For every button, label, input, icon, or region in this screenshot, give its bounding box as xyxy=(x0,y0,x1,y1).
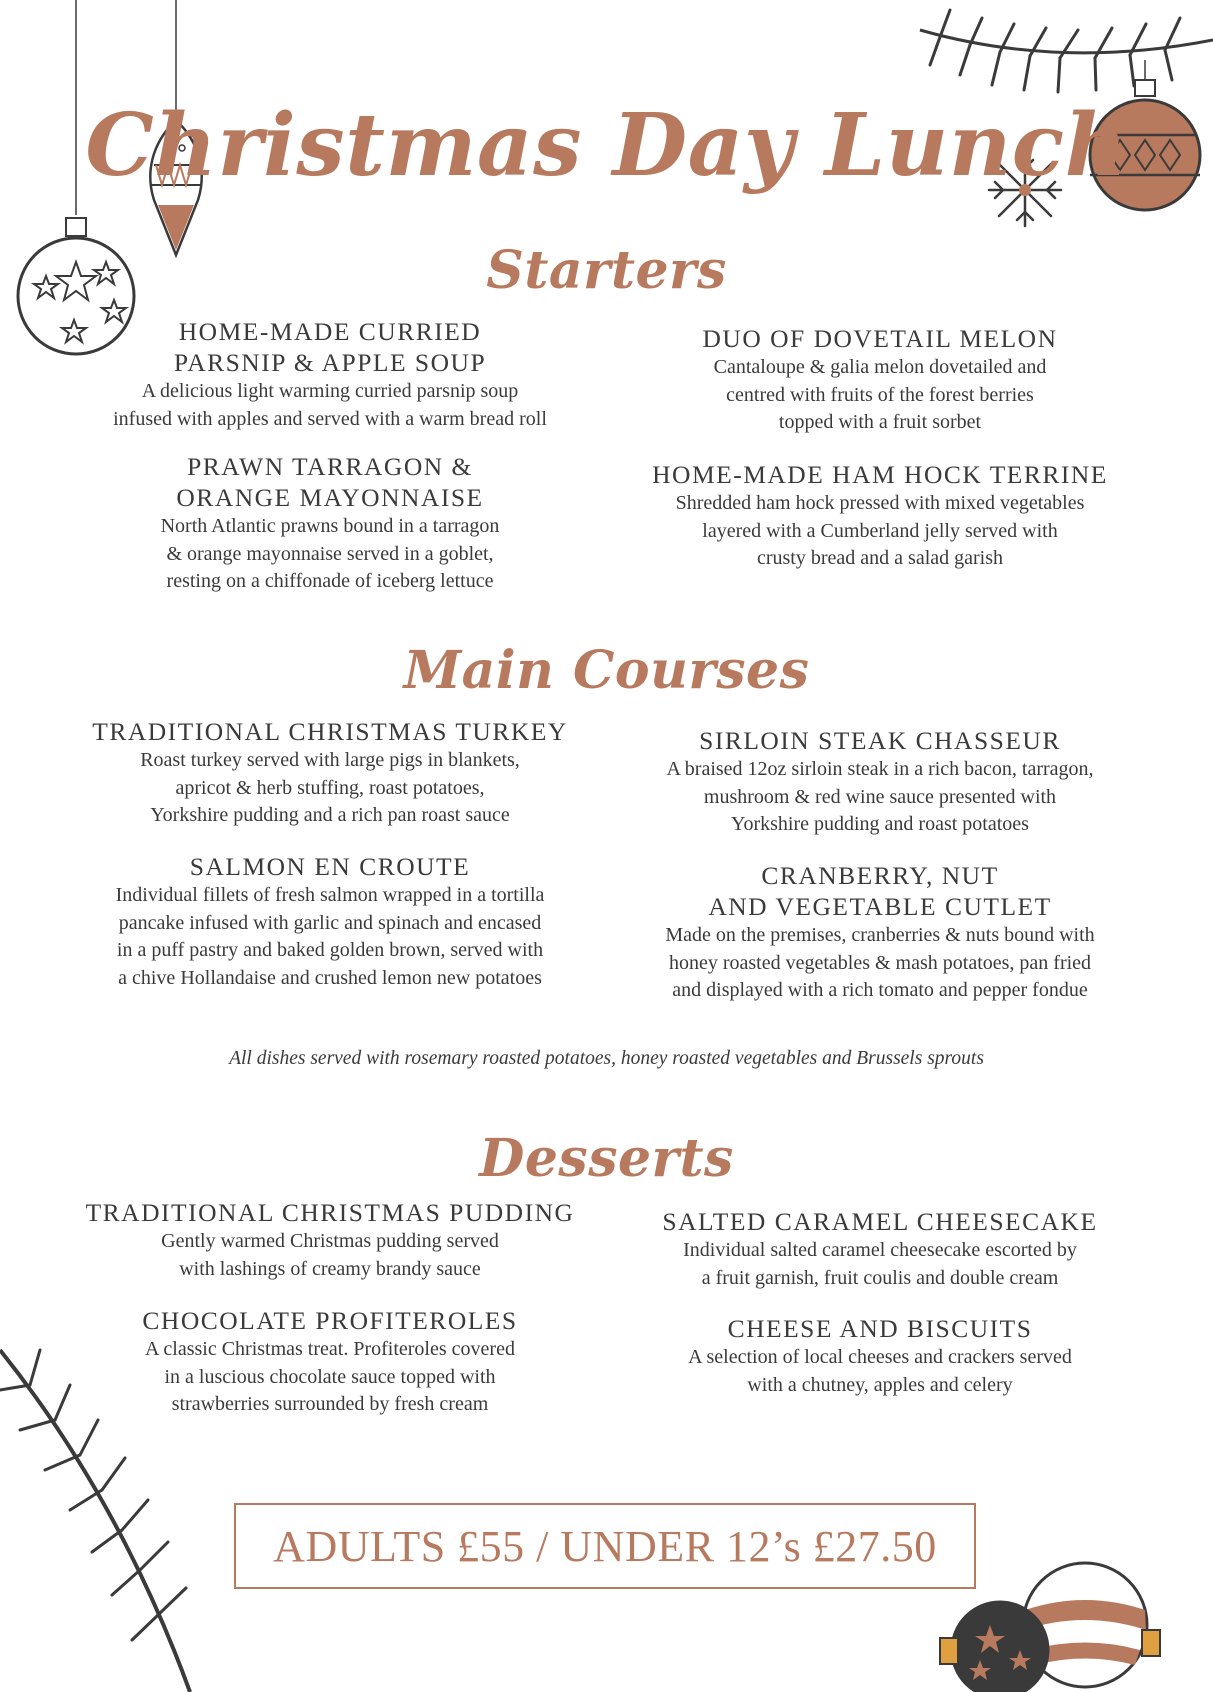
menu-item xyxy=(610,1313,1150,1399)
menu-item-description: Made on the premises, cranberries & nuts bound with honey roasted vegetables & mash potatoes, pan fried and displayed with a rich tomato and pepper fondue xyxy=(665,924,1095,1001)
menu-item-name: CHOCOLATE PROFITEROLES xyxy=(142,1306,518,1335)
menu-item-name: TRADITIONAL CHRISTMAS TURKEY xyxy=(92,717,568,746)
section-heading-main-courses: Main Courses xyxy=(403,640,810,701)
menu-item-name: DUO OF DOVETAIL MELON xyxy=(702,324,1058,353)
price-text: ADULTS £55 / UNDER 12’s £27.50 xyxy=(273,1521,937,1571)
menu-item xyxy=(60,451,600,596)
menu-item xyxy=(60,851,600,992)
menu-item-name: CRANBERRY, NUT AND VEGETABLE CUTLET xyxy=(708,861,1052,921)
menu-item-name: PRAWN TARRAGON & ORANGE MAYONNAISE xyxy=(176,452,484,512)
menu-item-description: Shredded ham hock pressed with mixed vegetables layered with a Cumberland jelly served with crusty bread and a salad garish xyxy=(675,492,1085,569)
menu-item-description: A braised 12oz sirloin steak in a rich bacon, tarragon, mushroom & red wine sauce presented with Yorkshire pudding and roast potatoes xyxy=(666,758,1094,835)
menu-item-description: North Atlantic prawns bound in a tarragon & orange mayonnaise served in a goblet, resting on a chiffonade of iceberg lettuce xyxy=(160,515,500,592)
menu-item xyxy=(60,1197,600,1283)
menu-item xyxy=(60,1305,600,1419)
menu-item-name: HOME-MADE HAM HOCK TERRINE xyxy=(652,460,1108,489)
menu-item-description: Individual fillets of fresh salmon wrapped in a tortilla pancake infused with garlic and spinach and encased in a puff pastry and baked golden brown, served with a chive Hollandaise and crushed lemon new potatoes xyxy=(115,884,545,989)
menu-item-description: A classic Christmas treat. Profiteroles covered in a luscious chocolate sauce topped with strawberries surrounded by fresh cream xyxy=(145,1338,515,1415)
page-title: Christmas Day Lunch xyxy=(85,95,1128,196)
menu-item-description: Individual salted caramel cheesecake escorted by a fruit garnish, fruit coulis and double cream xyxy=(683,1239,1077,1289)
menu-item xyxy=(610,459,1150,573)
menu-item xyxy=(610,860,1150,1005)
menu-item-name: SALTED CARAMEL CHEESECAKE xyxy=(662,1207,1098,1236)
menu-item xyxy=(610,323,1150,437)
menu-item-name: TRADITIONAL CHRISTMAS PUDDING xyxy=(85,1198,575,1227)
menu-item-description: A delicious light warming curried parsnip soup infused with apples and served with a warm bread roll xyxy=(113,380,547,430)
menu-item-name: SALMON EN CROUTE xyxy=(189,852,471,881)
menu-item xyxy=(60,716,600,830)
menu-item xyxy=(60,316,600,433)
menu-item xyxy=(610,1206,1150,1292)
section-heading-desserts: Desserts xyxy=(479,1128,734,1189)
price-box xyxy=(234,1503,976,1589)
menu-item-name: SIRLOIN STEAK CHASSEUR xyxy=(699,726,1061,755)
menu-item-name: HOME-MADE CURRIED PARSNIP & APPLE SOUP xyxy=(173,317,487,377)
menu-item-description: Cantaloupe & galia melon dovetailed and centred with fruits of the forest berries topped with a fruit sorbet xyxy=(713,356,1047,433)
accompaniments-note: All dishes served with rosemary roasted potatoes, honey roasted vegetables and Brussels sprouts xyxy=(229,1048,984,1069)
menu-item-name: CHEESE AND BISCUITS xyxy=(727,1314,1033,1343)
menu-item-description: A selection of local cheeses and crackers served with a chutney, apples and celery xyxy=(688,1346,1072,1396)
section-heading-starters: Starters xyxy=(486,240,727,301)
menu-item xyxy=(610,725,1150,839)
menu-item-description: Gently warmed Christmas pudding served with lashings of creamy brandy sauce xyxy=(161,1230,499,1280)
menu-item-description: Roast turkey served with large pigs in blankets, apricot & herb stuffing, roast potatoes, Yorkshire pudding and a rich pan roast sauce xyxy=(140,749,520,826)
